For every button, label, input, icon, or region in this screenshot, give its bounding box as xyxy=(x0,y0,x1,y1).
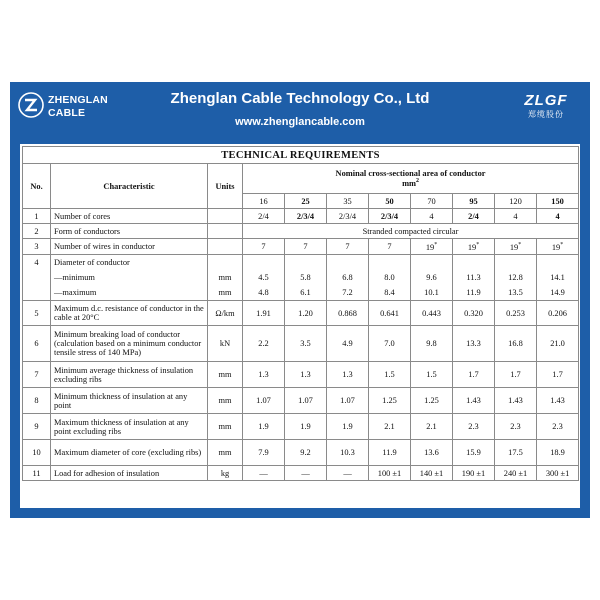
size-header: 95 xyxy=(453,194,495,209)
table-row xyxy=(23,270,579,285)
company-url[interactable]: www.zhenglancable.com xyxy=(235,116,365,128)
table-cell: 100 ±1 xyxy=(369,466,411,481)
row-unit: kg xyxy=(208,466,243,481)
table-cell: 8.0 xyxy=(369,270,411,285)
table-cell: 12.8 xyxy=(495,270,537,285)
table-row xyxy=(23,285,579,301)
table-cell: 190 ±1 xyxy=(453,466,495,481)
table-cell: 11.3 xyxy=(453,270,495,285)
table-cell: 1.3 xyxy=(327,362,369,388)
row-number: 1 xyxy=(23,209,51,224)
table-cell: 0.253 xyxy=(495,301,537,326)
row-unit: mm xyxy=(208,270,243,285)
row-number: 3 xyxy=(23,239,51,255)
table-cell: 1.25 xyxy=(411,388,453,414)
row-characteristic: Minimum average thickness of insulation excluding ribs xyxy=(51,362,208,388)
table-cell: 4 xyxy=(411,209,453,224)
cell-value: 19 xyxy=(509,242,519,252)
table-cell: 10.1 xyxy=(411,285,453,301)
table-cell: 1.5 xyxy=(411,362,453,388)
cell-value: 19 xyxy=(467,242,477,252)
table-cell: 1.3 xyxy=(243,362,285,388)
logo-text-line2: CABLE xyxy=(48,107,86,119)
row-characteristic: Maximum thickness of insulation at any point excluding ribs xyxy=(51,414,208,440)
header-bar xyxy=(10,82,590,144)
table-cell: 2/3/4 xyxy=(369,209,411,224)
table-cell: 3.5 xyxy=(285,326,327,362)
table-cell: 1.25 xyxy=(369,388,411,414)
table-row xyxy=(23,255,579,270)
table-cell: 1.7 xyxy=(537,362,579,388)
table-cell: 7 xyxy=(369,239,411,255)
table-cell xyxy=(495,239,537,255)
table-cell: 13.3 xyxy=(453,326,495,362)
row-unit: mm xyxy=(208,285,243,301)
table-cell: 1.9 xyxy=(243,414,285,440)
table-row xyxy=(23,466,579,481)
size-header: 50 xyxy=(369,194,411,209)
row-number: 9 xyxy=(23,414,51,440)
row-number: 7 xyxy=(23,362,51,388)
table-cell: 18.9 xyxy=(537,440,579,466)
row-unit: mm xyxy=(208,362,243,388)
table-cell: 2.1 xyxy=(369,414,411,440)
row-number: 5 xyxy=(23,301,51,326)
table-cell: 0.206 xyxy=(537,301,579,326)
star-mark: * xyxy=(434,241,438,248)
row-unit xyxy=(208,239,243,255)
table-cell: 1.7 xyxy=(495,362,537,388)
cell-value: 19 xyxy=(551,242,561,252)
table-row xyxy=(23,414,579,440)
table-cell: 17.5 xyxy=(495,440,537,466)
table-cell: 2/3/4 xyxy=(285,209,327,224)
table-cell: 7.2 xyxy=(327,285,369,301)
row-number: 8 xyxy=(23,388,51,414)
row-unit xyxy=(208,224,243,239)
brand-mark: ZLGF xyxy=(524,92,568,109)
table-title: TECHNICAL REQUIREMENTS xyxy=(23,147,579,164)
table-cell: 2.3 xyxy=(537,414,579,440)
table-cell: 2.3 xyxy=(495,414,537,440)
table-cell: — xyxy=(243,466,285,481)
table-cell: 0.641 xyxy=(369,301,411,326)
table-cell: 13.6 xyxy=(411,440,453,466)
size-header: 120 xyxy=(495,194,537,209)
table-row xyxy=(23,239,579,255)
table-cell: 1.07 xyxy=(243,388,285,414)
table-cell: 7 xyxy=(285,239,327,255)
table-cell: 6.8 xyxy=(327,270,369,285)
table-cell: 1.20 xyxy=(285,301,327,326)
requirements-table xyxy=(22,146,579,481)
table-cell xyxy=(411,239,453,255)
table-cell: 0.443 xyxy=(411,301,453,326)
row-unit: Ω/km xyxy=(208,301,243,326)
row-number: 10 xyxy=(23,440,51,466)
row-characteristic: Number of cores xyxy=(51,209,208,224)
table-row xyxy=(23,388,579,414)
document-panel xyxy=(10,82,590,518)
table-cell: 4.8 xyxy=(243,285,285,301)
row-characteristic: Maximum d.c. resistance of conductor in the cable at 20°C xyxy=(51,301,208,326)
table-row xyxy=(23,209,579,224)
table-cell: 240 ±1 xyxy=(495,466,537,481)
header-cross-section xyxy=(243,164,579,194)
table-cell: 7 xyxy=(327,239,369,255)
table-cell: 4 xyxy=(537,209,579,224)
table-cell: 9.8 xyxy=(411,326,453,362)
table-row xyxy=(23,440,579,466)
row-characteristic: Minimum breaking load of conductor (calculation based on a minimum conductor tensile stress of 140 MPa) xyxy=(51,326,208,362)
company-title: Zhenglan Cable Technology Co., Ltd xyxy=(170,90,430,107)
table-cell: — xyxy=(327,466,369,481)
brand-logo xyxy=(516,92,576,124)
table-cell: 1.43 xyxy=(537,388,579,414)
table-cell: 1.43 xyxy=(453,388,495,414)
header-units: Units xyxy=(208,164,243,209)
table-cell: 300 ±1 xyxy=(537,466,579,481)
table-cell: 1.07 xyxy=(285,388,327,414)
table-cell: 1.3 xyxy=(285,362,327,388)
table-cell-merged: Stranded compacted circular xyxy=(243,224,579,239)
row-number: 2 xyxy=(23,224,51,239)
table-cell: 1.43 xyxy=(495,388,537,414)
row-characteristic: Diameter of conductor xyxy=(51,255,208,270)
table-row xyxy=(23,224,579,239)
table-row xyxy=(23,326,579,362)
table-cell: 2.1 xyxy=(411,414,453,440)
table-cell: 15.9 xyxy=(453,440,495,466)
table-cell: 14.9 xyxy=(537,285,579,301)
row-characteristic: Form of conductors xyxy=(51,224,208,239)
table-cell: 13.5 xyxy=(495,285,537,301)
header-cross-section-unit: mm xyxy=(402,178,417,188)
table-cell: 2/4 xyxy=(453,209,495,224)
row-characteristic: Minimum thickness of insulation at any point xyxy=(51,388,208,414)
table-cell: 0.868 xyxy=(327,301,369,326)
row-unit xyxy=(208,209,243,224)
table-cell: 4.9 xyxy=(327,326,369,362)
star-mark: * xyxy=(476,241,480,248)
row-number: 11 xyxy=(23,466,51,481)
table-cell: 8.4 xyxy=(369,285,411,301)
row-characteristic: Number of wires in conductor xyxy=(51,239,208,255)
star-mark: * xyxy=(560,241,564,248)
table-cell: 9.2 xyxy=(285,440,327,466)
table-cell: 1.7 xyxy=(453,362,495,388)
table-cell xyxy=(453,239,495,255)
table-cell: 1.9 xyxy=(327,414,369,440)
size-header: 16 xyxy=(243,194,285,209)
table-cell: 7 xyxy=(243,239,285,255)
table-cell: 16.8 xyxy=(495,326,537,362)
table-cell: 10.3 xyxy=(327,440,369,466)
table-cell: 1.5 xyxy=(369,362,411,388)
table-cell: 11.9 xyxy=(369,440,411,466)
table-cell: 1.07 xyxy=(327,388,369,414)
table-cell: 21.0 xyxy=(537,326,579,362)
table-cell: 5.8 xyxy=(285,270,327,285)
table-cell: 11.9 xyxy=(453,285,495,301)
row-unit: mm xyxy=(208,414,243,440)
row-number: 4 xyxy=(23,255,51,301)
cell-value: 19 xyxy=(425,242,435,252)
row-unit: mm xyxy=(208,440,243,466)
header-unit-superscript: 2 xyxy=(416,178,420,185)
table-cell: 2.3 xyxy=(453,414,495,440)
table-cell: 1.9 xyxy=(285,414,327,440)
row-unit: kN xyxy=(208,326,243,362)
header-characteristic: Characteristic xyxy=(51,164,208,209)
star-mark: * xyxy=(518,241,522,248)
table-cell: 2/4 xyxy=(243,209,285,224)
table-cell: 2/3/4 xyxy=(327,209,369,224)
row-characteristic-sub: —minimum xyxy=(51,270,208,285)
size-header: 35 xyxy=(327,194,369,209)
brand-chinese-name: 郑缆股份 xyxy=(528,110,564,119)
table-cell: 6.1 xyxy=(285,285,327,301)
size-header: 25 xyxy=(285,194,327,209)
row-number: 6 xyxy=(23,326,51,362)
table-cell: 2.2 xyxy=(243,326,285,362)
table-cell: 4 xyxy=(495,209,537,224)
table-cell: 9.6 xyxy=(411,270,453,285)
table-cell: 7.0 xyxy=(369,326,411,362)
header-cross-section-label: Nominal cross-sectional area of conductor xyxy=(335,169,486,179)
header-no: No. xyxy=(23,164,51,209)
table-cell xyxy=(537,239,579,255)
requirements-sheet xyxy=(20,144,580,508)
row-characteristic: Maximum diameter of core (excluding ribs) xyxy=(51,440,208,466)
table-cell: 14.1 xyxy=(537,270,579,285)
table-cell: 140 ±1 xyxy=(411,466,453,481)
size-header: 70 xyxy=(411,194,453,209)
row-characteristic-sub: —maximum xyxy=(51,285,208,301)
table-row xyxy=(23,362,579,388)
logo-text-line1: ZHENGLAN xyxy=(48,94,108,106)
table-row xyxy=(23,301,579,326)
table-cell: 7.9 xyxy=(243,440,285,466)
size-header: 150 xyxy=(537,194,579,209)
row-characteristic: Load for adhesion of insulation xyxy=(51,466,208,481)
table-cell: 0.320 xyxy=(453,301,495,326)
table-cell: 4.5 xyxy=(243,270,285,285)
table-cell: — xyxy=(285,466,327,481)
table-cell: 1.91 xyxy=(243,301,285,326)
row-unit: mm xyxy=(208,388,243,414)
